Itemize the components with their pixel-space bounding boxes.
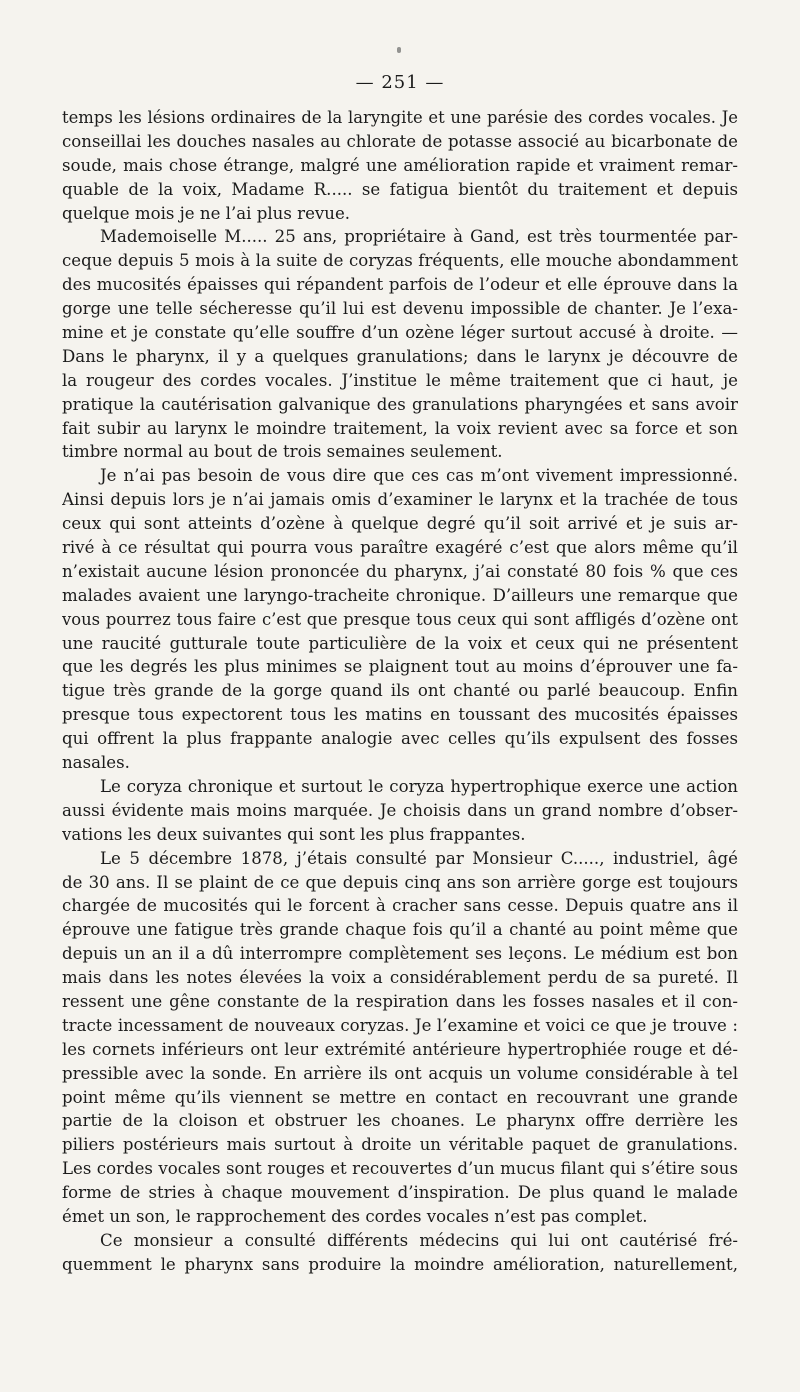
text-line: ressent une gêne constante de la respiration dans les fosses nasales et il con- <box>62 991 738 1011</box>
text-line: les cornets inférieurs ont leur extrémité antérieure hypertrophiée rouge et dé- <box>62 1039 738 1059</box>
text-line: aussi évidente mais moins marquée. Je choisis dans un grand nombre d’obser- <box>62 800 738 820</box>
text-line: soude, mais chose étrange, malgré une amélioration rapide et vraiment remar- <box>62 155 738 175</box>
text-line: qui offrent la plus frappante analogie avec celles qu’ils expulsent des fosses <box>62 729 738 749</box>
text-line: quable de la voix, Madame R..... se fatigua bientôt du traitement et depuis <box>62 179 738 199</box>
text-line: mine et je constate qu’elle souffre d’un ozène léger surtout accusé à droite. — <box>62 323 738 343</box>
text-line: vous pourrez tous faire c’est que presque tous ceux qui sont affligés d’ozène ont <box>62 609 738 629</box>
text-line: Dans le pharynx, il y a quelques granulations; dans le larynx je découvre de <box>62 346 738 366</box>
text-line: forme de stries à chaque mouvement d’inspiration. De plus quand le malade <box>62 1183 738 1203</box>
text-line: Le 5 décembre 1878, j’étais consulté par Monsieur C....., industriel, âgé <box>100 848 738 868</box>
text-line: pressible avec la sonde. En arrière ils ont acquis un volume considérable à tel <box>62 1063 738 1083</box>
text-line: conseillai les douches nasales au chlorate de potasse associé au bicarbonate de <box>62 131 738 151</box>
text-line: ceux qui sont atteints d’ozène à quelque degré qu’il soit arrivé et je suis ar- <box>62 514 738 534</box>
text-line: que les degrés les plus minimes se plaignent tout au moins d’éprouver une fa- <box>62 657 738 677</box>
text-line: Le coryza chronique et surtout le coryza hypertrophique exerce une action <box>100 776 738 796</box>
text-line: depuis un an il a dû interrompre complètement ses leçons. Le médium est bon <box>62 944 738 964</box>
text-line: temps les lésions ordinaires de la laryngite et une parésie des cordes vocales. Je <box>62 108 738 127</box>
text-line: la rougeur des cordes vocales. J’institue le même traitement que ci haut, je <box>62 370 738 390</box>
text-line: ceque depuis 5 mois à la suite de coryzas fréquents, elle mouche abondamment <box>62 251 738 271</box>
body-text <box>62 106 738 1277</box>
text-line: chargée de mucosités qui le forcent à cracher sans cesse. Depuis quatre ans il <box>62 896 738 916</box>
text-line: gorge une telle sécheresse qu’il lui est devenu impossible de chanter. Je l’exa- <box>62 299 738 319</box>
text-line: Mademoiselle M..... 25 ans, propriétaire à Gand, est très tourmentée par- <box>100 227 738 247</box>
text-line: vations les deux suivantes qui sont les plus frappantes. <box>62 824 526 844</box>
text-line: mais dans les notes élevées la voix a considérablement perdu de sa pureté. Il <box>62 968 738 988</box>
page-number: — 251 — <box>355 72 445 93</box>
text-line: nasales. <box>62 753 130 773</box>
text-line: point même qu’ils viennent se mettre en contact en recouvrant une grande <box>62 1087 738 1107</box>
text-line: malades avaient une laryngo-tracheite chronique. D’ailleurs une remarque que <box>62 585 738 605</box>
text-line: pratique la cautérisation galvanique des granulations pharyngées et sans avoir <box>62 394 738 414</box>
text-line: fait subir au larynx le moindre traitement, la voix revient avec sa force et son <box>62 418 738 438</box>
text-line: Je n’ai pas besoin de vous dire que ces cas m’ont vivement impressionné. <box>100 466 738 486</box>
text-line: timbre normal au bout de trois semaines seulement. <box>62 442 503 462</box>
text-line: une raucité gutturale toute particulière de la voix et ceux qui ne présentent <box>62 633 738 653</box>
text-line: rivé à ce résultat qui pourra vous paraître exagéré c’est que alors même qu’il <box>62 538 738 558</box>
text-line: Les cordes vocales sont rouges et recouvertes d’un mucus filant qui s’étire sous <box>62 1159 738 1179</box>
text-line: quelque mois je ne l’ai plus revue. <box>62 203 351 223</box>
ink-speck <box>397 47 401 53</box>
text-line: de 30 ans. Il se plaint de ce que depuis cinq ans son arrière gorge est toujours <box>62 872 738 892</box>
text-line: Ainsi depuis lors je n’ai jamais omis d’examiner le larynx et la trachée de tous <box>62 490 738 510</box>
text-line: des mucosités épaisses qui répandent parfois de l’odeur et elle éprouve dans la <box>62 275 738 295</box>
text-line: Ce monsieur a consulté différents médecins qui lui ont cautérisé fré- <box>100 1230 738 1250</box>
text-line: n’existait aucune lésion prononcée du pharynx, j’ai constaté 80 fois % que ces <box>62 561 738 581</box>
text-line: tigue très grande de la gorge quand ils ont chanté ou parlé beaucoup. Enfin <box>62 681 738 701</box>
text-line: émet un son, le rapprochement des cordes vocales n’est pas complet. <box>62 1206 648 1226</box>
text-line: partie de la cloison et obstruer les choanes. Le pharynx offre derrière les <box>62 1111 738 1131</box>
text-line: quemment le pharynx sans produire la moindre amélioration, naturellement, <box>62 1254 738 1274</box>
text-line: piliers postérieurs mais surtout à droite un véritable paquet de granulations. <box>62 1135 738 1155</box>
text-line: presque tous expectorent tous les matins en toussant des mucosités épaisses <box>62 705 738 725</box>
text-line: éprouve une fatigue très grande chaque fois qu’il a chanté au point même que <box>62 920 738 940</box>
text-line: tracte incessament de nouveaux coryzas. Je l’examine et voici ce que je trouve : <box>62 1015 738 1035</box>
